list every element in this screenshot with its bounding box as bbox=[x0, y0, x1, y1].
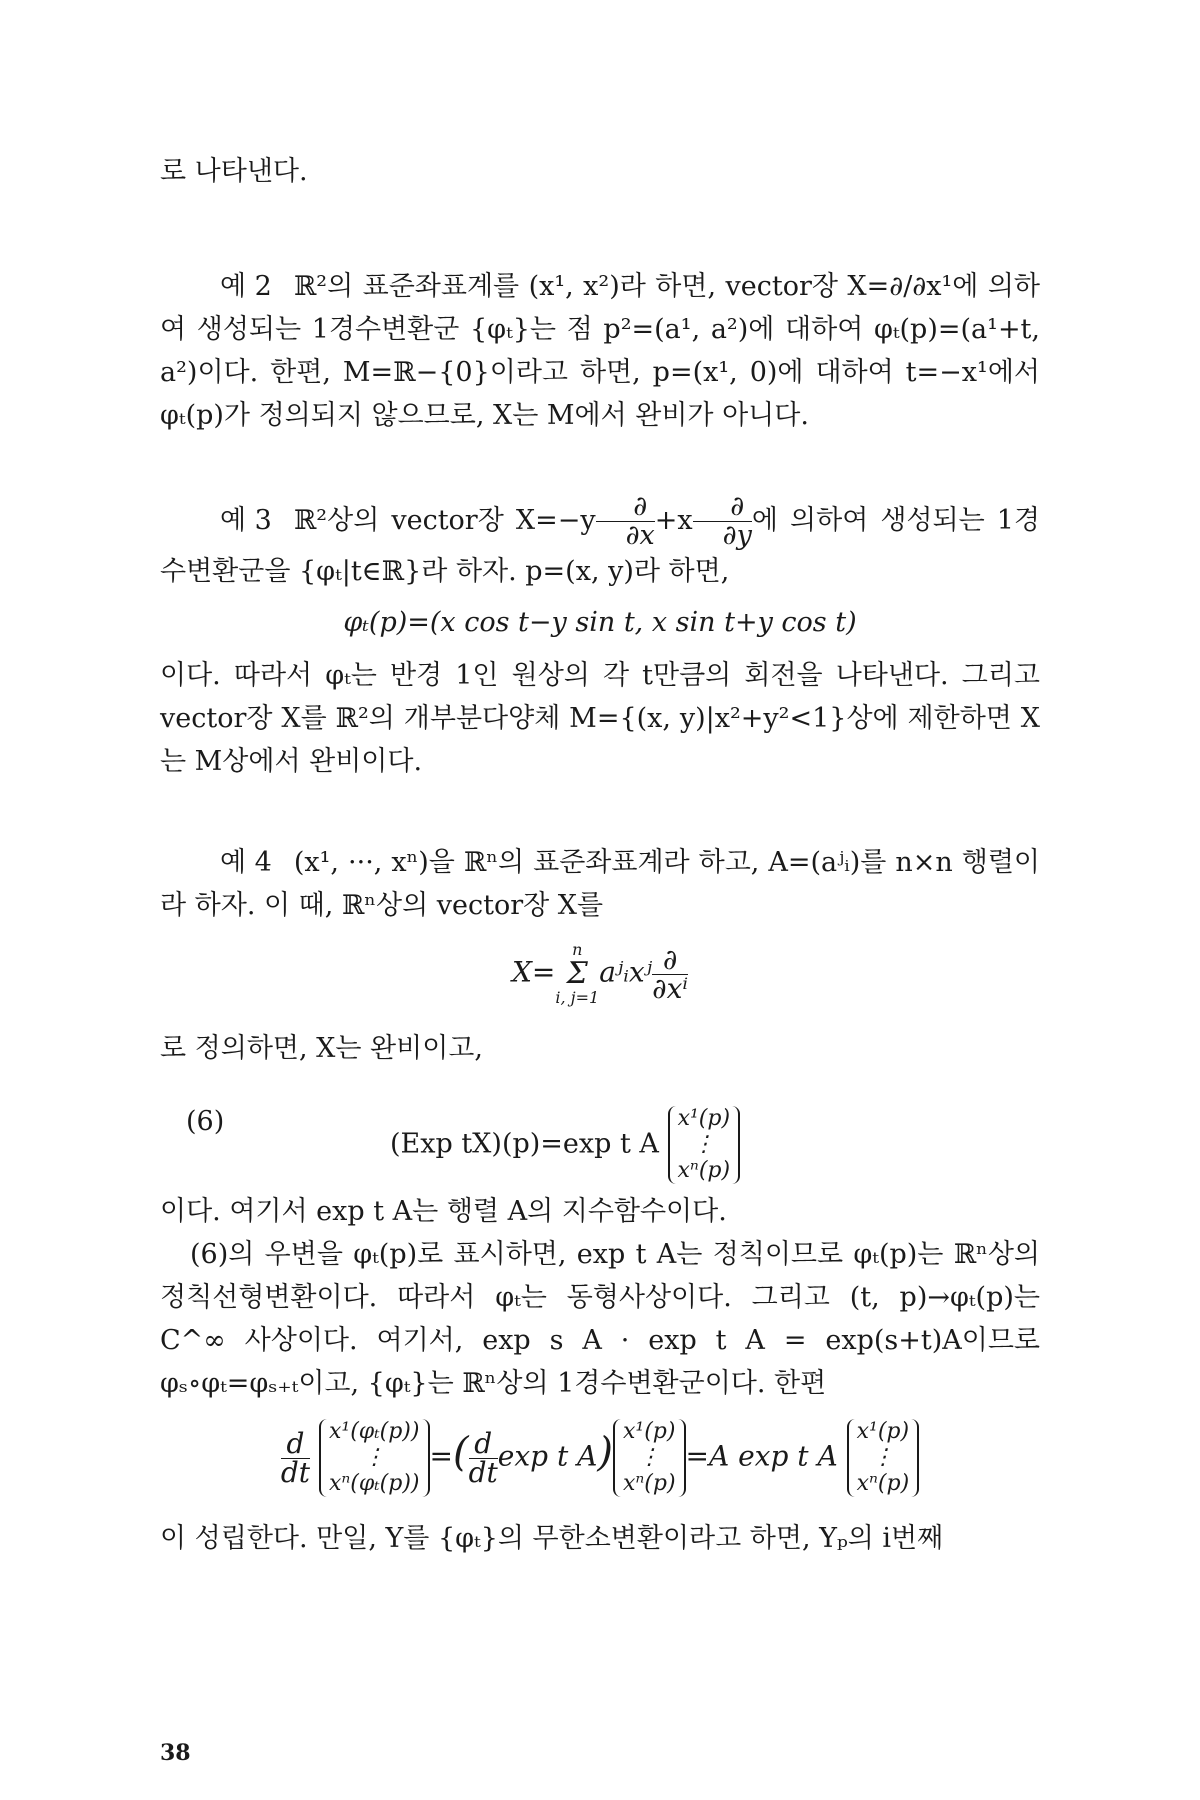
dt-den-2: dt bbox=[468, 1455, 498, 1489]
sum-symbol: Σ bbox=[566, 956, 588, 991]
d-num-2: d bbox=[469, 1430, 498, 1459]
dvec2-top: x¹(p) bbox=[623, 1419, 676, 1444]
example-4-text5: 이 성립한다. 만일, Y를 {φₜ}의 무한소변환이라고 하면, Yₚ의 i번째 bbox=[160, 1523, 944, 1554]
derivative-vector-3 bbox=[847, 1419, 920, 1497]
example-3-text-post: 에 의하여 생성되는 1경수변환군을 {φₜ|t∈ℝ}라 하자. p=(x, y)라 하면, bbox=[160, 505, 1041, 587]
example-3-text-mid: +x bbox=[654, 505, 693, 536]
example-3-label: 예 3 bbox=[220, 505, 272, 536]
summation bbox=[555, 941, 599, 1007]
dvec1-bottom: xⁿ(φₜ(p)) bbox=[328, 1471, 420, 1496]
example-3 bbox=[160, 493, 1040, 593]
example-4-text3: 이다. 여기서 exp t A는 행렬 A의 지수함수이다. bbox=[160, 1196, 727, 1227]
vector-field-formula bbox=[160, 941, 1040, 1007]
example-2 bbox=[160, 265, 1040, 437]
d-num-1: d bbox=[281, 1430, 310, 1459]
dvec3-dots: ⋮ bbox=[871, 1445, 894, 1470]
derivative-vector-2 bbox=[613, 1419, 686, 1497]
formula-num: ∂ bbox=[652, 946, 688, 975]
d-dt-fraction-1 bbox=[280, 1426, 311, 1489]
open-paren: ( bbox=[452, 1429, 469, 1476]
page-body bbox=[160, 150, 1040, 1560]
frac1-den: ∂x bbox=[625, 520, 655, 551]
equation-6 bbox=[160, 1080, 1040, 1183]
derivative-equation bbox=[160, 1419, 1040, 1497]
d-dt-fraction-2 bbox=[468, 1426, 498, 1489]
disp-mid: exp t A bbox=[497, 1439, 598, 1473]
disp-rhs: =A exp t A bbox=[685, 1439, 838, 1473]
dvec2-bottom: xⁿ(p) bbox=[622, 1471, 676, 1496]
sum-bottom: i, j=1 bbox=[555, 988, 600, 1007]
derivative-vector-1 bbox=[319, 1419, 430, 1497]
partial-y-fraction bbox=[693, 493, 752, 550]
rotation-formula: φₜ(p)=(x cos t−y sin t, x sin t+y cos t) bbox=[343, 607, 857, 638]
disp-equals: = bbox=[429, 1439, 453, 1473]
example-4-text2: 로 정의하면, X는 완비이고, bbox=[160, 1033, 483, 1064]
dvec3-bottom: xⁿ(p) bbox=[856, 1471, 910, 1496]
partial-x-fraction bbox=[596, 493, 655, 550]
formula-term: aʲᵢxʲ bbox=[599, 955, 653, 989]
example-3-text-after: 이다. 따라서 φₜ는 반경 1인 원상의 각 t만큼의 회전을 나타낸다. 그리고 vector장 X를 ℝ²의 개부분다양체 M={(x, y)|x²+y²<1}상에 제한하면 X는 M상에서 완비이다. bbox=[160, 660, 1040, 777]
frac1-num: ∂ bbox=[596, 493, 655, 522]
close-paren: ) bbox=[597, 1429, 613, 1476]
sum-top: n bbox=[572, 940, 583, 959]
page-number: 38 bbox=[160, 1740, 191, 1766]
dt-den-1: dt bbox=[280, 1455, 311, 1489]
coordinate-vector bbox=[668, 1106, 741, 1184]
vec-dots: ⋮ bbox=[692, 1132, 715, 1157]
example-2-label: 예 2 bbox=[220, 271, 272, 302]
example-4-label: 예 4 bbox=[220, 847, 272, 878]
equation-6-body bbox=[390, 1106, 740, 1184]
formula-den: ∂xⁱ bbox=[652, 971, 689, 1005]
example-4-text: (x¹, ···, xⁿ)을 ℝⁿ의 표준좌표계라 하고, A=(aʲᵢ)를 n×n 행렬이라 하자. 이 때, ℝⁿ상의 vector장 X를 bbox=[160, 847, 1040, 921]
dvec1-top: x¹(φₜ(p)) bbox=[328, 1419, 420, 1444]
dvec2-dots: ⋮ bbox=[638, 1445, 661, 1470]
formula-lhs: X= bbox=[511, 955, 556, 989]
example-3-text-pre: ℝ²상의 vector장 X=−y bbox=[293, 505, 596, 536]
vec-top: x¹(p) bbox=[677, 1106, 731, 1131]
equation-6-lhs: (Exp tX)(p)=exp t A bbox=[390, 1128, 659, 1160]
example-4 bbox=[160, 841, 1040, 927]
example-4-text4: (6)의 우변을 φₜ(p)로 표시하면, exp t A는 정칙이므로 φₜ(p)는 ℝⁿ상의 정칙선형변환이다. 따라서 φₜ는 동형사상이다. 그리고 (t, p)→φₜ(p)는 C^∞ 사상이다. 여기서, exp s A · exp t A = exp(s+t)A이므로 φₛ∘φₜ=φₛ₊ₜ이고, {φₜ}는 ℝⁿ상의 1경수변환군이다. 한편 bbox=[160, 1239, 1040, 1399]
frac2-den: ∂y bbox=[722, 520, 752, 551]
dvec3-top: x¹(p) bbox=[856, 1419, 910, 1444]
dvec1-dots: ⋮ bbox=[363, 1445, 386, 1470]
example-2-text: ℝ²의 표준좌표계를 (x¹, x²)라 하면, vector장 X=∂/∂x¹에 의하여 생성되는 1경수변환군 {φₜ}는 점 p²=(a¹, a²)에 대하여 φₜ(p)=(a¹+t, a²)이다. 한편, M=ℝ−{0}이라고 하면, p=(x¹, 0)에 대하여 t=−x¹에서 φₜ(p)가 정의되지 않으므로, X는 M에서 완비가 아니다. bbox=[160, 271, 1040, 431]
partial-xi-fraction bbox=[652, 942, 689, 1005]
equation-6-number: (6) bbox=[186, 1106, 225, 1137]
vec-bottom: xⁿ(p) bbox=[677, 1158, 731, 1183]
intro-line: 로 나타낸다. bbox=[160, 156, 308, 187]
frac2-num: ∂ bbox=[693, 493, 752, 522]
